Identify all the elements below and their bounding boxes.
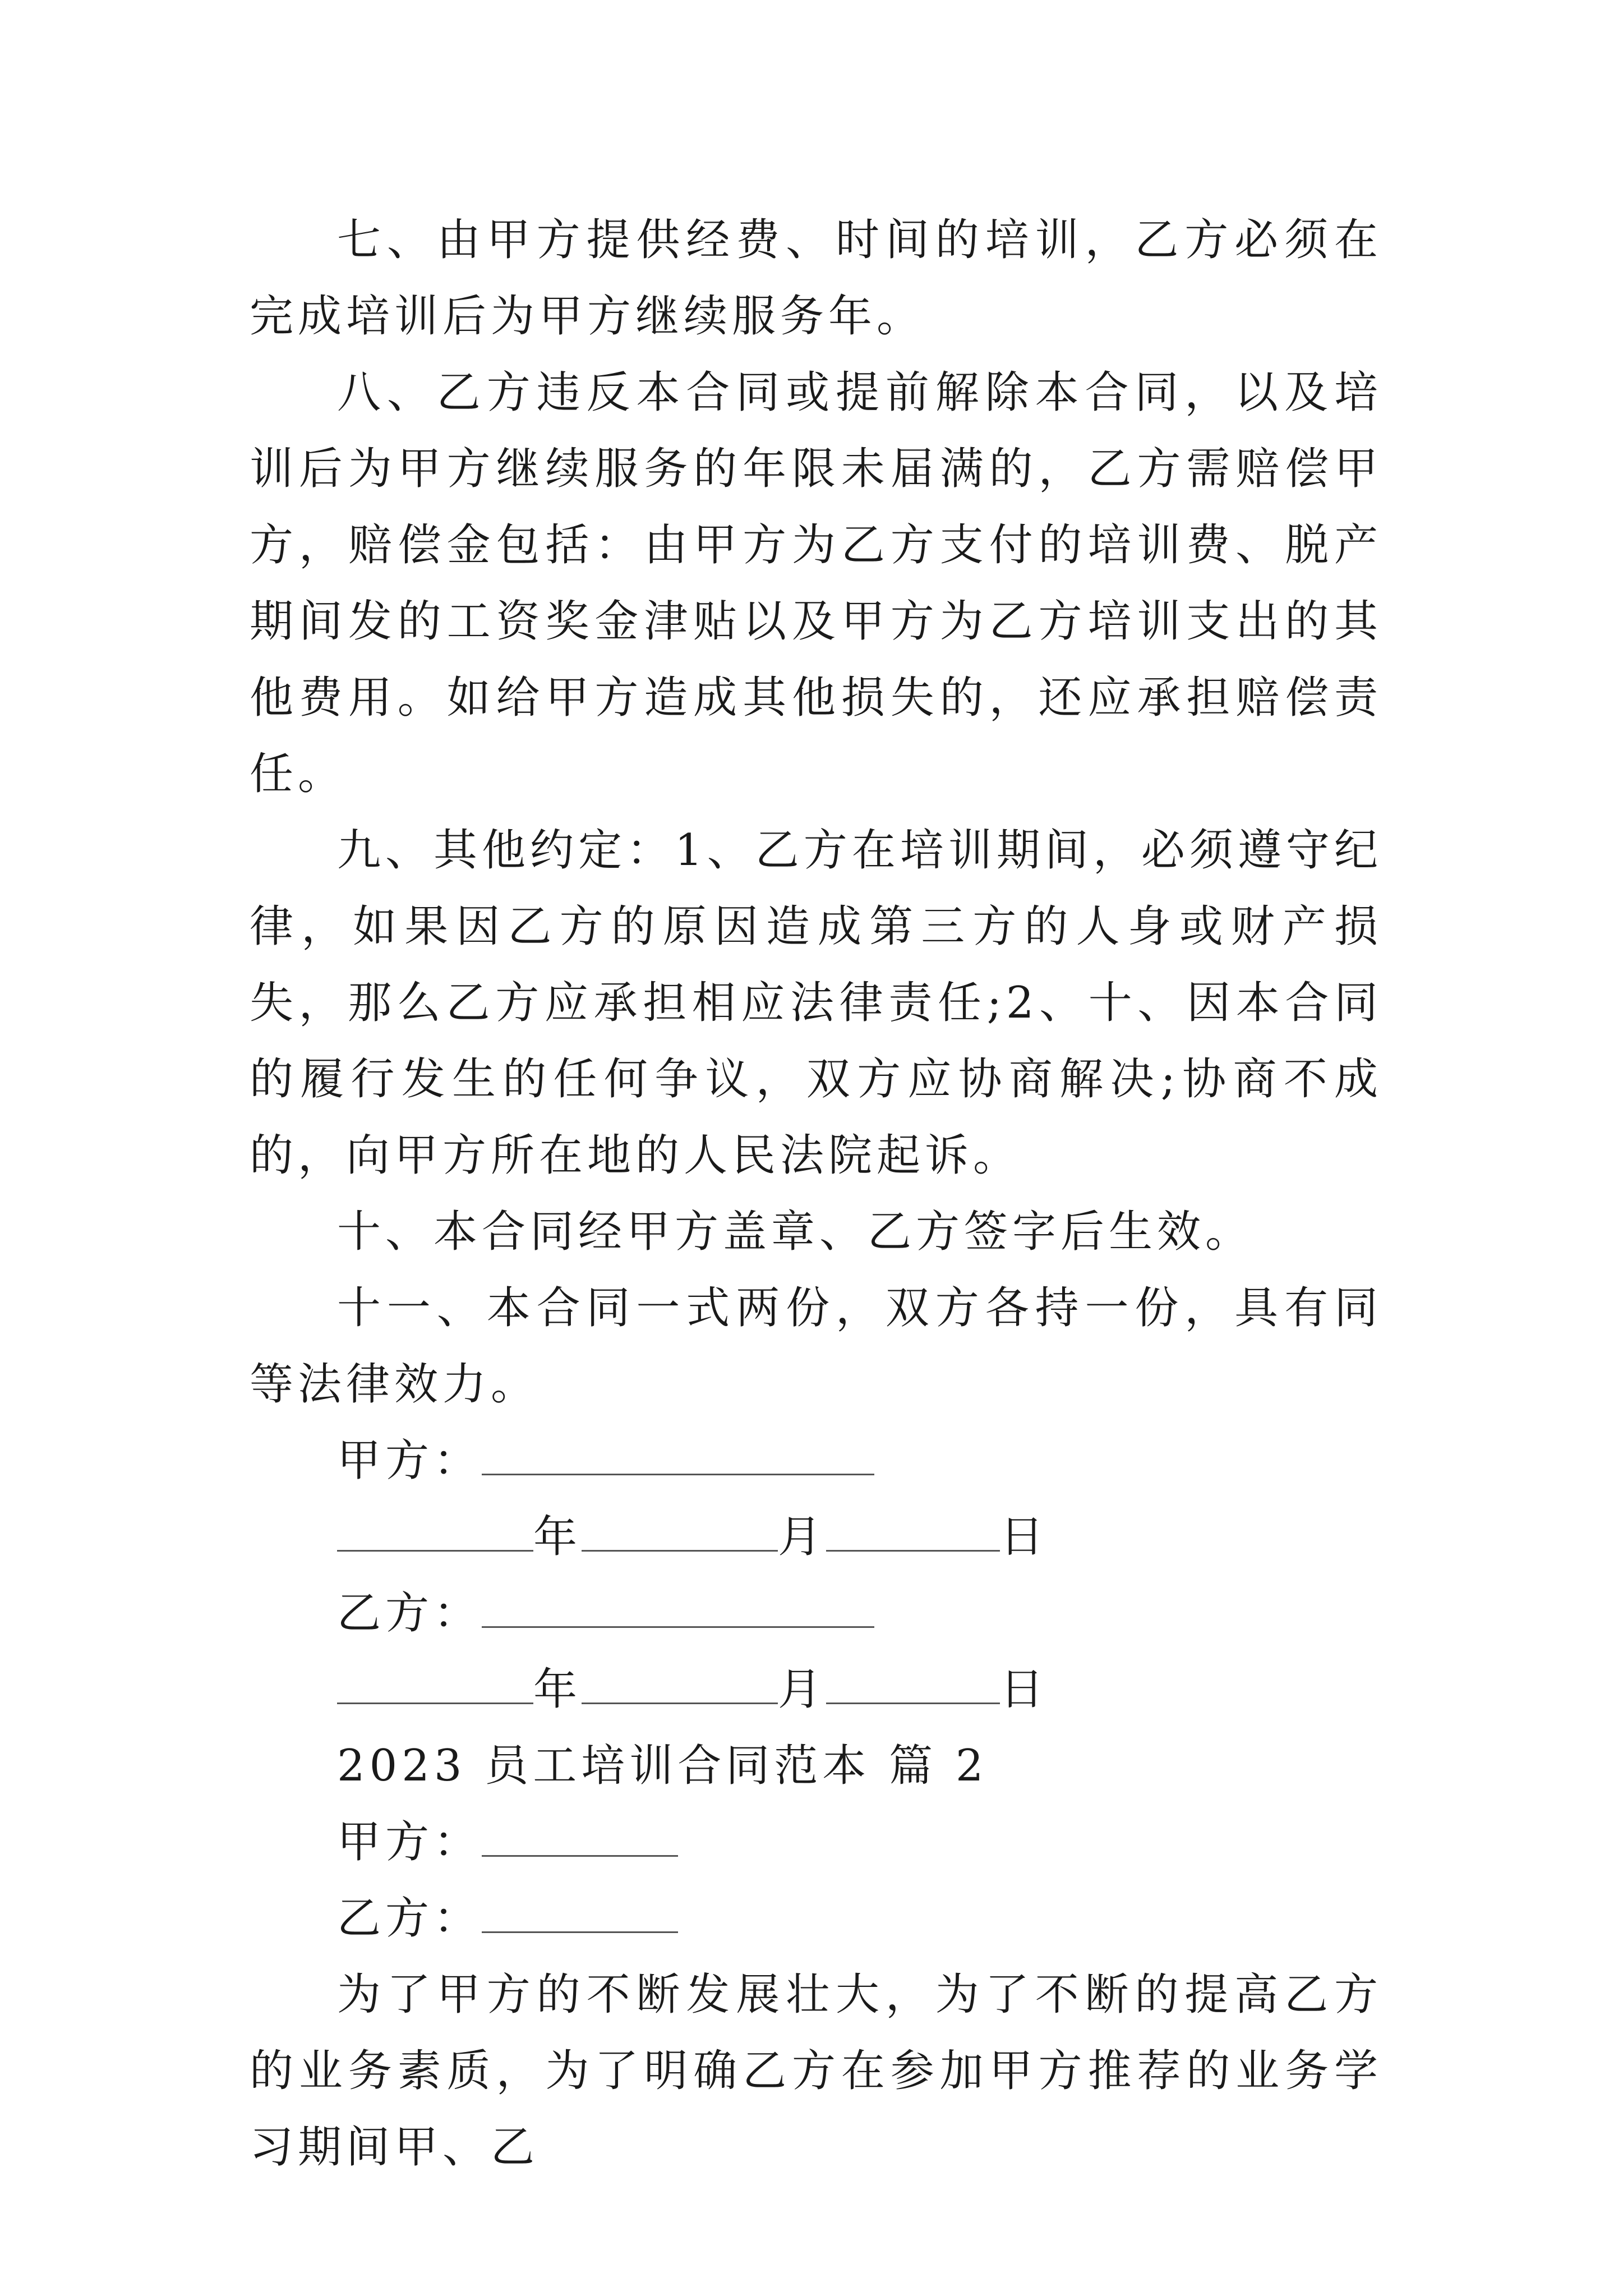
party-a-signature-line — [250, 1423, 1382, 1499]
party-a-date-line — [250, 1499, 1382, 1575]
section-2-intro: 为了甲方的不断发展壮大，为了不断的提高乙方的业务素质，为了明确乙方在参加甲方推荐的业务学习期间甲、乙 — [250, 1970, 1382, 2173]
year-blank — [337, 1506, 533, 1552]
month-blank — [582, 1659, 778, 1704]
party-b-label: 乙方： — [337, 1893, 482, 1944]
party-b-blank — [482, 1888, 678, 1933]
party-b-date-line — [250, 1651, 1382, 1728]
section-2-title: 2023 员工培训合同范本 篇 2 — [337, 1741, 988, 1791]
clause-9: 九、其他约定：1、乙方在培训期间，必须遵守纪律，如果因乙方的原因造成第三方的人身或财产损失，那么乙方应承担相应法律责任;2、十、因本合同的履行发生的任何争议，双方应协商解决;协商不成的，向甲方所在地的人民法院起诉。 — [250, 825, 1382, 1181]
month-label: 月 — [778, 1664, 827, 1715]
party-a-label: 甲方： — [337, 1817, 482, 1867]
clause-7: 七、由甲方提供经费、时间的培训，乙方必须在完成培训后为甲方继续服务年。 — [250, 215, 1382, 342]
section-2-party-b-line — [250, 1880, 1382, 1957]
day-label: 日 — [1000, 1512, 1049, 1562]
year-label: 年 — [533, 1512, 582, 1562]
party-a-label: 甲方： — [337, 1435, 482, 1486]
document-page — [250, 202, 1382, 2185]
party-b-blank — [482, 1582, 874, 1628]
day-blank — [826, 1506, 1000, 1552]
party-a-blank — [482, 1811, 678, 1857]
party-a-blank — [482, 1430, 874, 1475]
clause-8: 八、乙方违反本合同或提前解除本合同，以及培训后为甲方继续服务的年限未届满的，乙方需赔偿甲方，赔偿金包括：由甲方为乙方支付的培训费、脱产期间发的工资奖金津贴以及甲方为乙方培训支出的其他费用。如给甲方造成其他损失的，还应承担赔偿责任。 — [250, 367, 1382, 799]
day-label: 日 — [1000, 1664, 1049, 1715]
section-2-party-a-line — [250, 1804, 1382, 1880]
month-blank — [582, 1506, 778, 1552]
year-label: 年 — [533, 1664, 582, 1715]
clause-11: 十一、本合同一式两份，双方各持一份，具有同等法律效力。 — [250, 1283, 1382, 1410]
party-b-signature-line — [250, 1575, 1382, 1651]
day-blank — [826, 1659, 1000, 1704]
year-blank — [337, 1659, 533, 1704]
party-b-label: 乙方： — [337, 1588, 482, 1639]
month-label: 月 — [778, 1512, 827, 1562]
clause-10: 十、本合同经甲方盖章、乙方签字后生效。 — [337, 1207, 1254, 1257]
